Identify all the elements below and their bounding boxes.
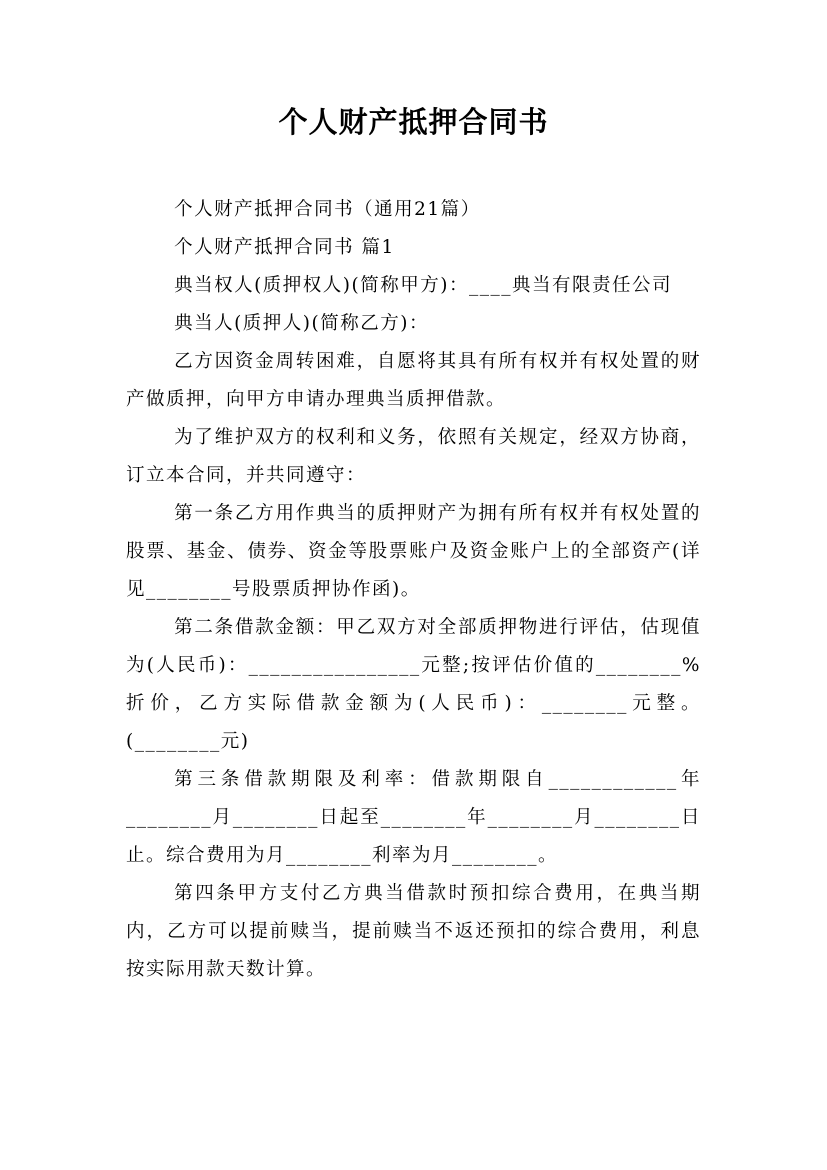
paragraph-party-b: 典当人(质押人)(简称乙方)： — [174, 313, 429, 334]
paragraph-agreement: 为了维护双方的权利和义务，依照有关规定，经双方协商，订立本合同，并共同遵守： — [126, 427, 701, 486]
paragraph-section-heading: 个人财产抵押合同书 篇1 — [174, 237, 395, 258]
paragraph-article-3: 第三条借款期限及利率：借款期限自____________年________月________日起至________年________月________日止。综合费用为月________利率为月________。 — [126, 769, 701, 866]
paragraph-party-a: 典当权人(质押权人)(简称甲方)：____典当有限责任公司 — [174, 275, 672, 296]
paragraph-purpose: 乙方因资金周转困难，自愿将其具有所有权并有权处置的财产做质押，向甲方申请办理典当质押借款。 — [126, 351, 701, 410]
paragraph-article-1: 第一条乙方用作典当的质押财产为拥有所有权并有权处置的股票、基金、债券、资金等股票账户及资金账户上的全部资产(详见________号股票质押协作函)。 — [126, 503, 701, 600]
document-title: 个人财产抵押合同书 — [278, 105, 549, 139]
paragraph-subtitle: 个人财产抵押合同书（通用21篇） — [174, 199, 481, 220]
paragraph-article-2: 第二条借款金额：甲乙双方对全部质押物进行评估，估现值为(人民币)：________________元整;按评估价值的________%折价，乙方实际借款金额为(人民币)：________元整。(________元) — [126, 617, 701, 752]
document-body — [126, 191, 701, 989]
paragraph-article-4: 第四条甲方支付乙方典当借款时预扣综合费用，在典当期内，乙方可以提前赎当，提前赎当不返还预扣的综合费用，利息按实际用款天数计算。 — [126, 883, 701, 980]
